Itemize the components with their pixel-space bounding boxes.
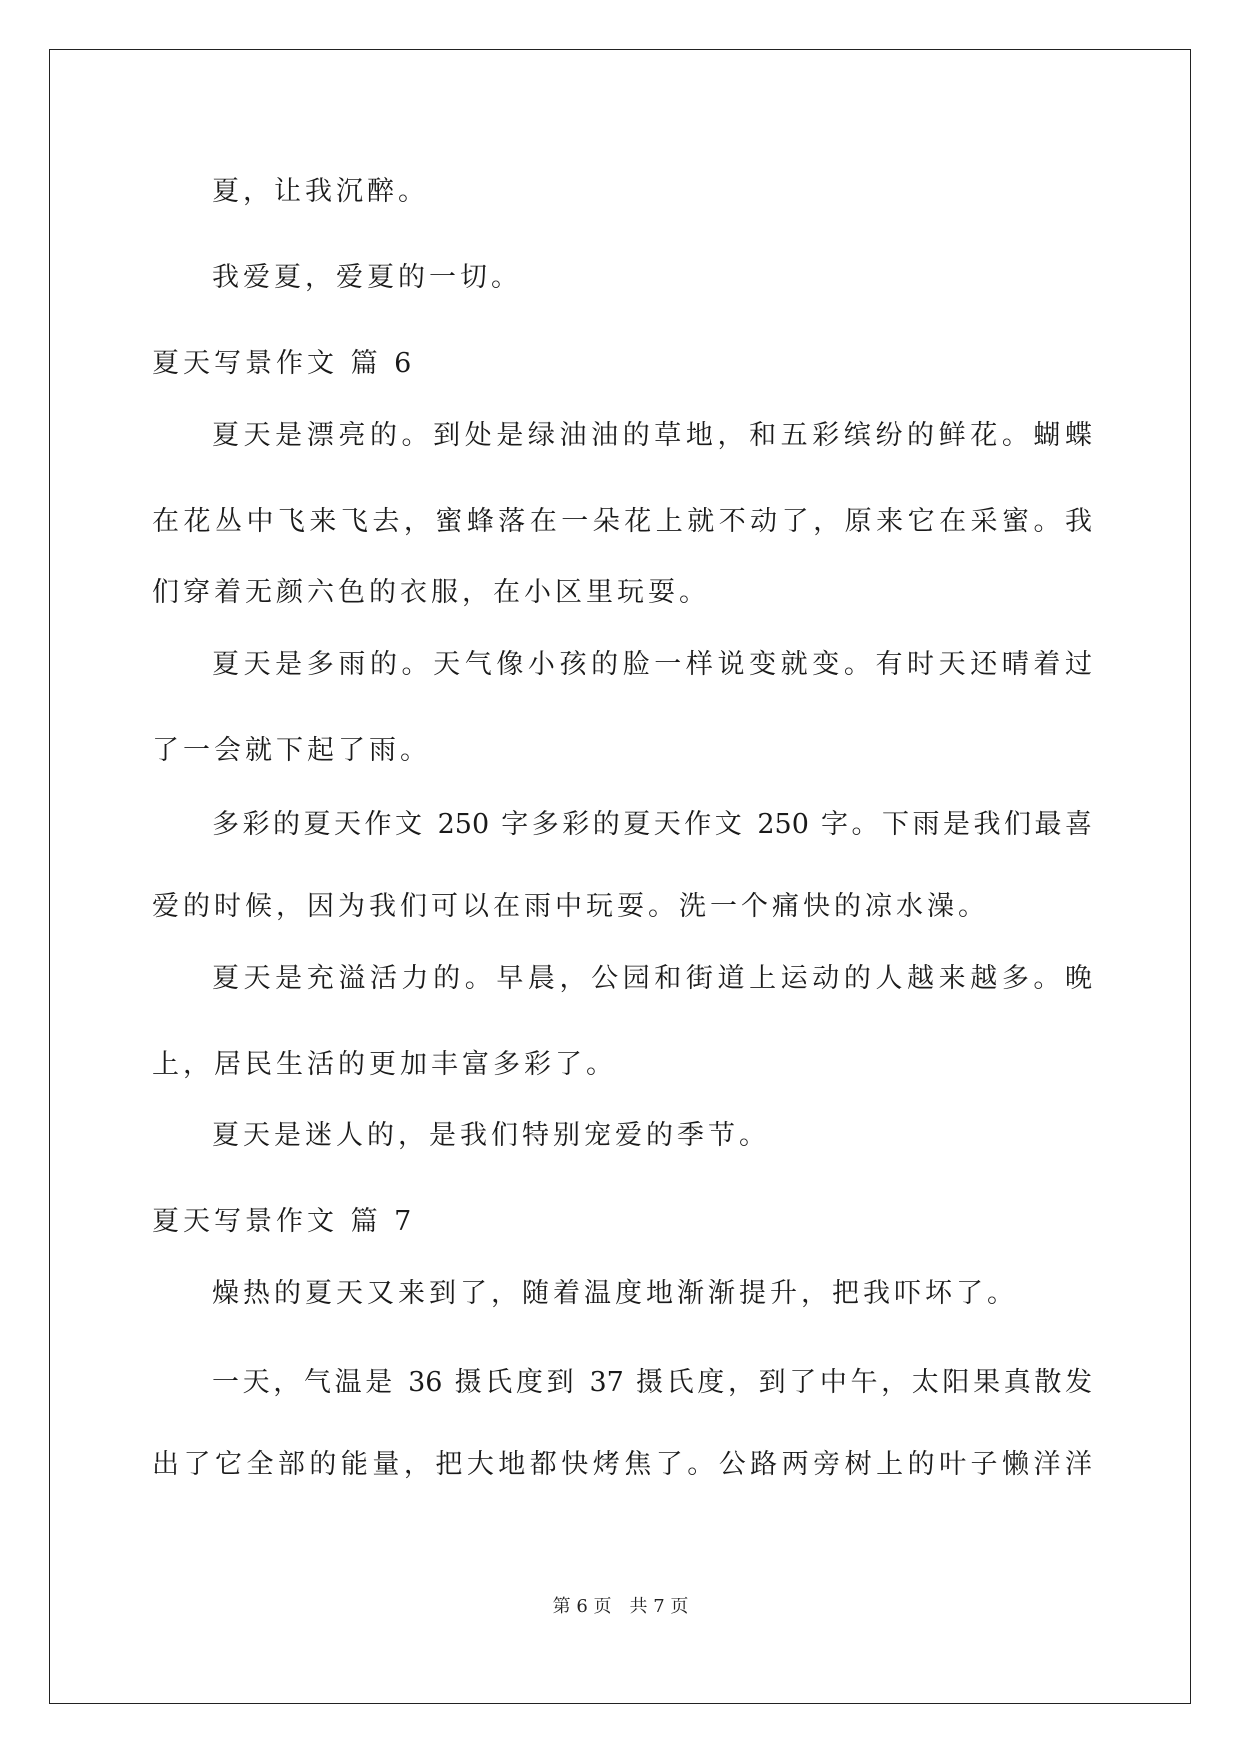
paragraph-line: 夏天是多雨的。天气像小孩的脸一样说变就变。有时天还晴着过 xyxy=(212,649,1092,680)
section-heading: 夏天写景作文 篇 7 xyxy=(152,1206,416,1237)
paragraph-line: 上，居民生活的更加丰富多彩了。 xyxy=(152,1049,617,1080)
paragraph-line: 夏天是迷人的，是我们特别宠爱的季节。 xyxy=(212,1120,770,1151)
paragraph-line: 出了它全部的能量，把大地都快烤焦了。公路两旁树上的叶子懒洋洋 xyxy=(152,1449,1092,1480)
paragraph-line: 们穿着无颜六色的衣服，在小区里玩耍。 xyxy=(152,577,710,608)
paragraph-line: 夏，让我沉醉。 xyxy=(212,176,429,207)
paragraph-line: 了一会就下起了雨。 xyxy=(152,735,431,766)
paragraph-line: 多彩的夏天作文 250 字多彩的夏天作文 250 字。下雨是我们最喜 xyxy=(212,809,1092,840)
paragraph-line: 一天，气温是 36 摄氏度到 37 摄氏度，到了中午，太阳果真散发 xyxy=(212,1367,1092,1398)
paragraph-line: 在花丛中飞来飞去，蜜蜂落在一朵花上就不动了，原来它在采蜜。我 xyxy=(152,506,1092,537)
page-footer: 第 6 页 共 7 页 xyxy=(552,1596,689,1617)
section-heading: 夏天写景作文 篇 6 xyxy=(152,348,416,379)
paragraph-line: 燥热的夏天又来到了，随着温度地渐渐提升，把我吓坏了。 xyxy=(212,1278,1018,1309)
paragraph-line: 我爱夏，爱夏的一切。 xyxy=(212,262,522,293)
paragraph-line: 夏天是充溢活力的。早晨，公园和街道上运动的人越来越多。晚 xyxy=(212,963,1092,994)
paragraph-line: 爱的时候，因为我们可以在雨中玩耍。洗一个痛快的凉水澡。 xyxy=(152,891,989,922)
paragraph-line: 夏天是漂亮的。到处是绿油油的草地，和五彩缤纷的鲜花。蝴蝶 xyxy=(212,420,1092,451)
